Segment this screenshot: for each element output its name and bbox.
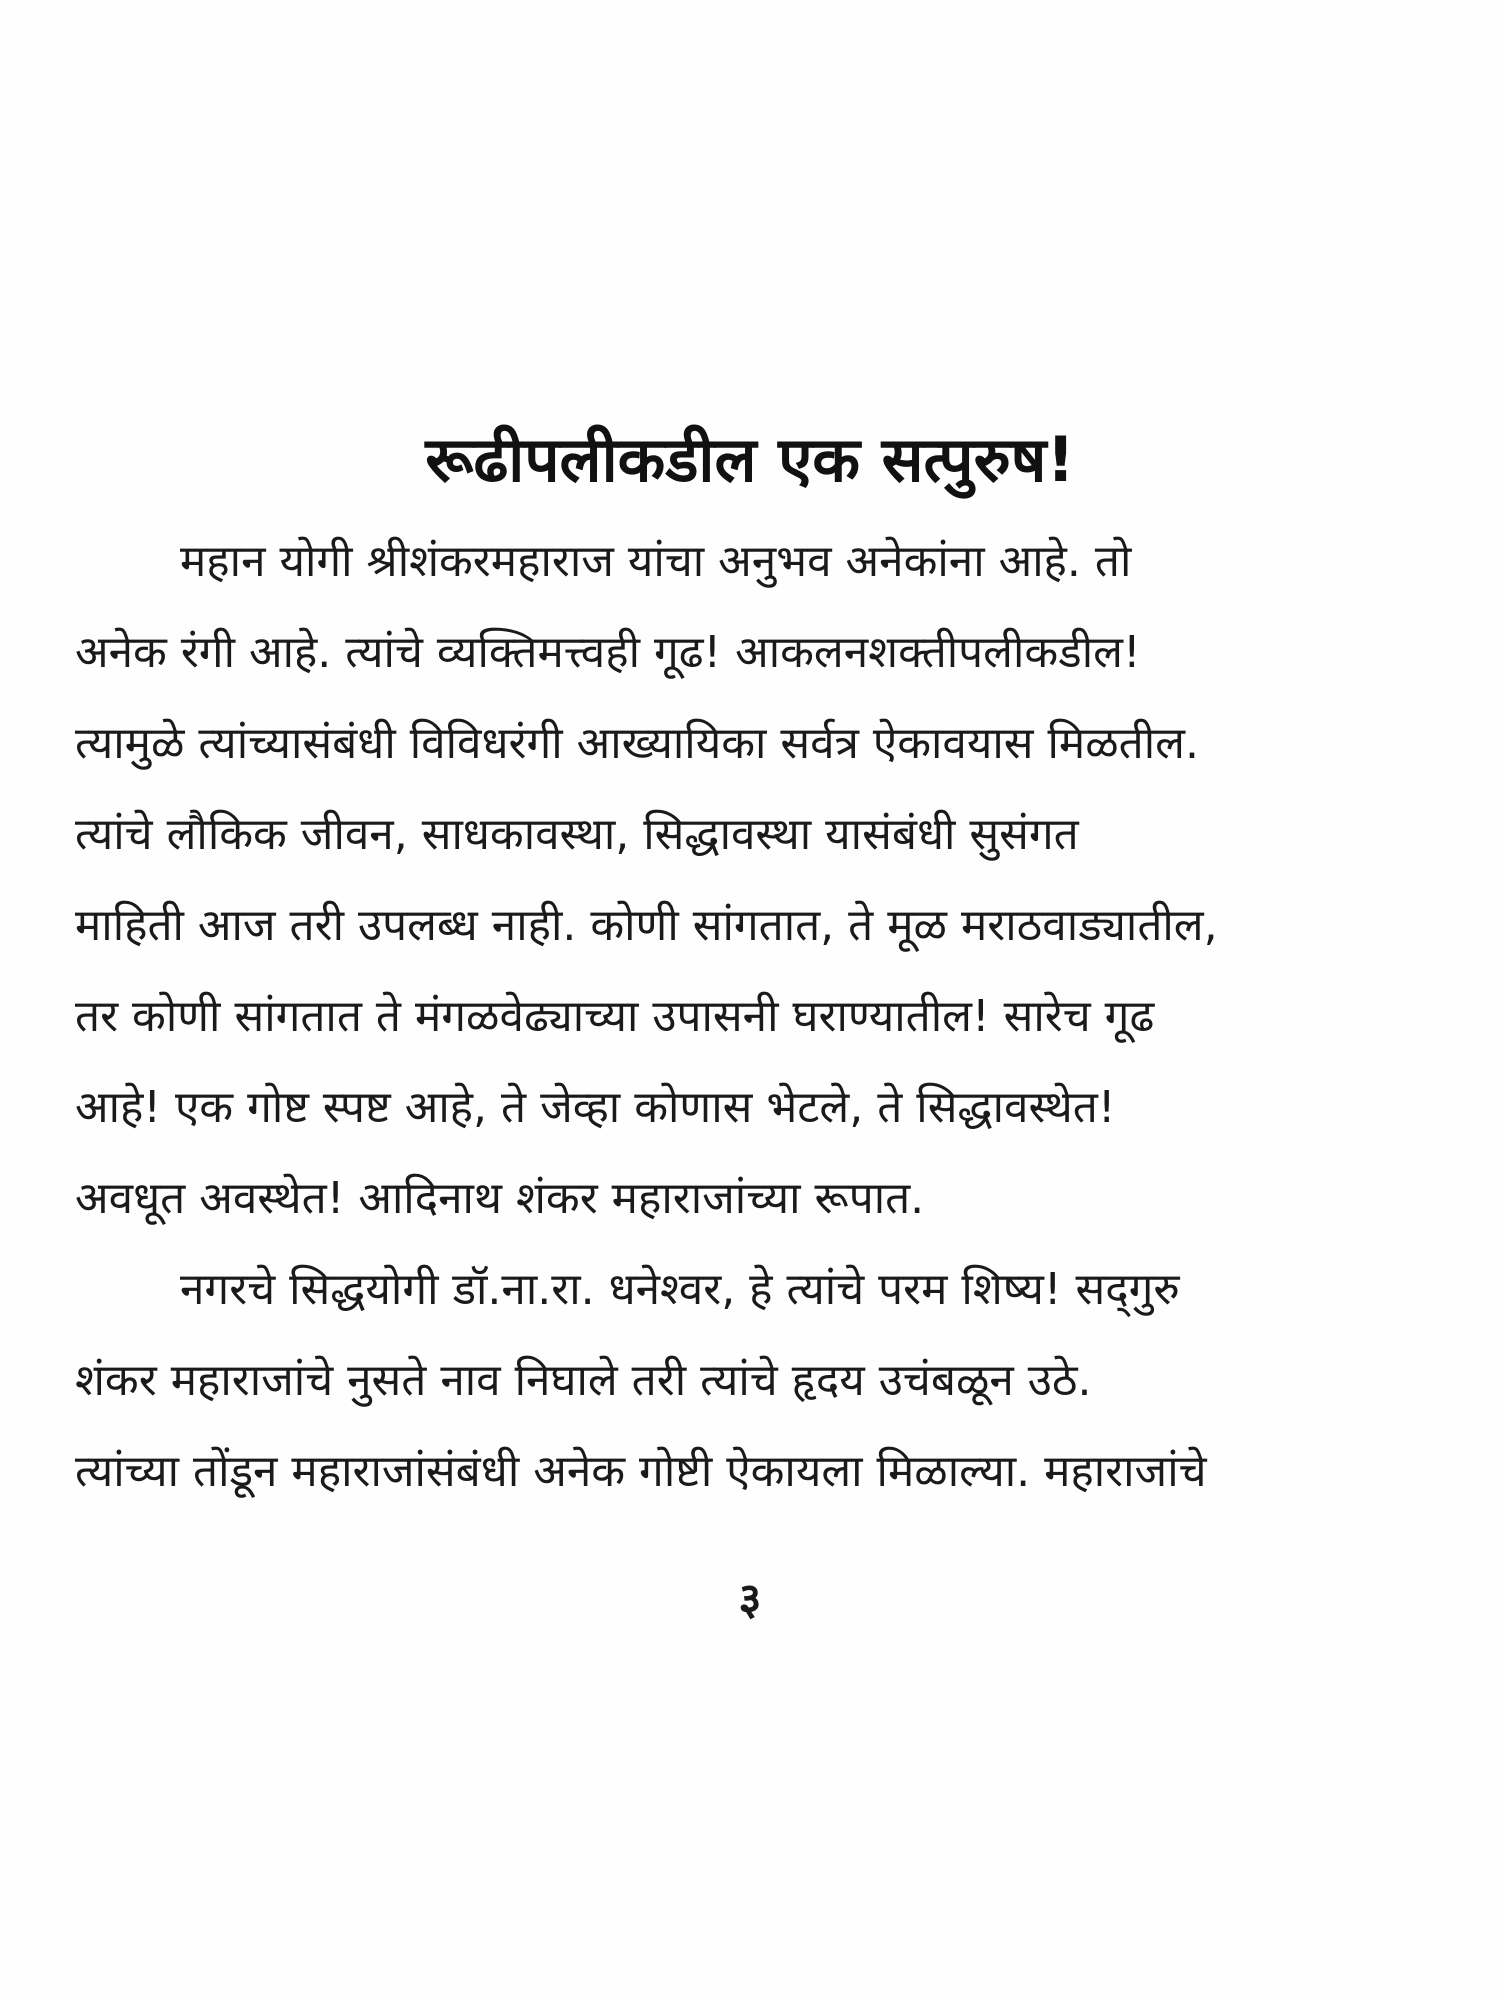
text-line-3: त्यामुळे त्यांच्यासंबंधी विविधरंगी आख्यायिका सर्वत्र ऐकावयास मिळतील. <box>75 718 1199 769</box>
text-line-2: अनेक रंगी आहे. त्यांचे व्यक्तिमत्त्वही गूढ! आकलनशक्तीपलीकडील! <box>75 627 1141 678</box>
text-line-10: शंकर महाराजांचे नुसते नाव निघाले तरी त्यांचे हृदय उचंबळून उठे. <box>75 1355 1092 1406</box>
text-line-4: त्यांचे लौकिक जीवन, साधकावस्था, सिद्धावस्था यासंबंधी सुसंगत <box>75 809 1079 860</box>
text-line-1: महान योगी श्रीशंकरमहाराज यांचा अनुभव अनेकांना आहे. तो <box>180 536 1132 587</box>
chapter-title: रूढीपलीकडील एक सत्पुरुष! <box>425 423 1075 496</box>
text-line-11: त्यांच्या तोंडून महाराजांसंबंधी अनेक गोष्टी ऐकायला मिळाल्या. महाराजांचे <box>75 1446 1207 1497</box>
text-line-7: आहे! एक गोष्ट स्पष्ट आहे, ते जेव्हा कोणास भेटले, ते सिद्धावस्थेत! <box>75 1082 1116 1133</box>
text-line-9: नगरचे सिद्धयोगी डॉ.ना.रा. धनेश्वर, हे त्यांचे परम शिष्य! सद्‌गुरु <box>180 1264 1180 1315</box>
page-number: ३ <box>738 1574 762 1625</box>
text-line-8: अवधूत अवस्थेत! आदिनाथ शंकर महाराजांच्या रूपात. <box>75 1173 925 1224</box>
text-line-6: तर कोणी सांगतात ते मंगळवेढ्याच्या उपासनी घराण्यातील! सारेच गूढ <box>75 991 1155 1042</box>
text-line-5: माहिती आज तरी उपलब्ध नाही. कोणी सांगतात, ते मूळ मराठवाड्यातील, <box>75 900 1218 951</box>
